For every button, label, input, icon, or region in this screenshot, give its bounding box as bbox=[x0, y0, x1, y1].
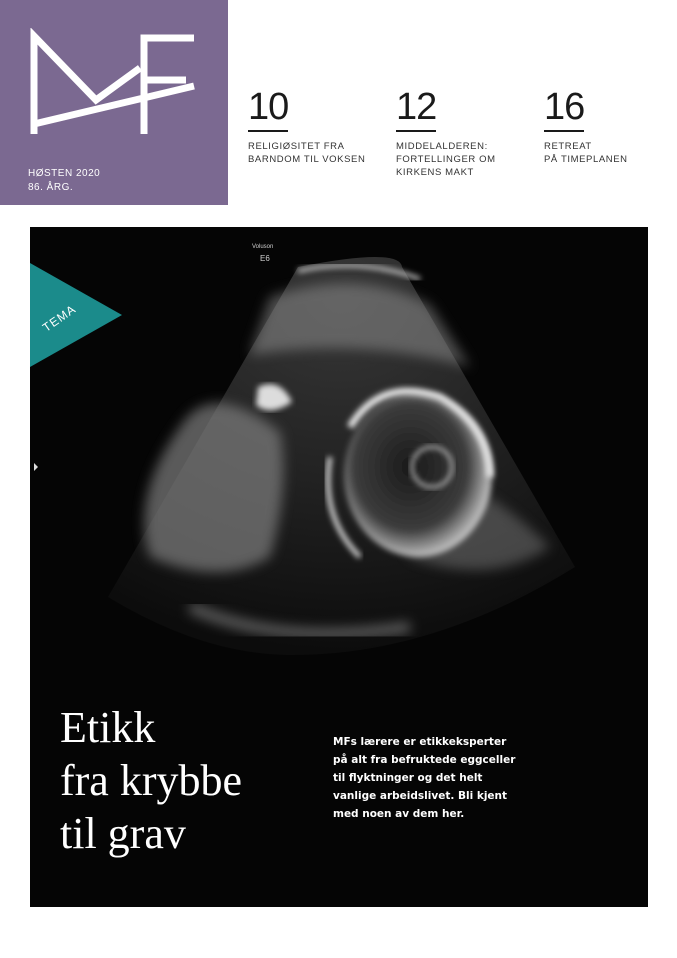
scanner-brand-label: Voluson bbox=[252, 244, 274, 250]
masthead bbox=[0, 0, 228, 205]
teaser-page-number: 12 bbox=[396, 88, 436, 132]
tema-label: TEMA bbox=[39, 301, 79, 335]
teaser-text: RETREAT PÅ TIMEPLANEN bbox=[544, 141, 628, 165]
teaser-page-number: 10 bbox=[248, 88, 288, 132]
teaser-page-number: 16 bbox=[544, 88, 584, 132]
cover-headline: Etikk fra krybbe til grav bbox=[60, 703, 243, 858]
teaser-page-10[interactable] bbox=[248, 88, 365, 166]
teaser-page-16[interactable] bbox=[544, 88, 628, 166]
teaser-text: MIDDELALDEREN: FORTELLINGER OM KIRKENS MAKT bbox=[396, 141, 496, 178]
cover-lede: MFs lærere er etikkeksperter på alt fra befruktede eggceller til flyktninger og det helt vanlige arbeidslivet. Bli kjent med noen av dem her. bbox=[333, 736, 516, 820]
edition-season: HØSTEN 2020 bbox=[28, 168, 101, 179]
scan-marker-icon bbox=[34, 463, 38, 471]
teaser-page-12[interactable] bbox=[396, 88, 496, 179]
cover-image bbox=[30, 227, 648, 907]
edition-volume: 86. ÅRG. bbox=[28, 182, 74, 193]
scanner-mode-label: E6 bbox=[260, 254, 270, 263]
teaser-text: RELIGIØSITET FRA BARNDOM TIL VOKSEN bbox=[248, 141, 366, 165]
mf-logo bbox=[26, 28, 198, 138]
